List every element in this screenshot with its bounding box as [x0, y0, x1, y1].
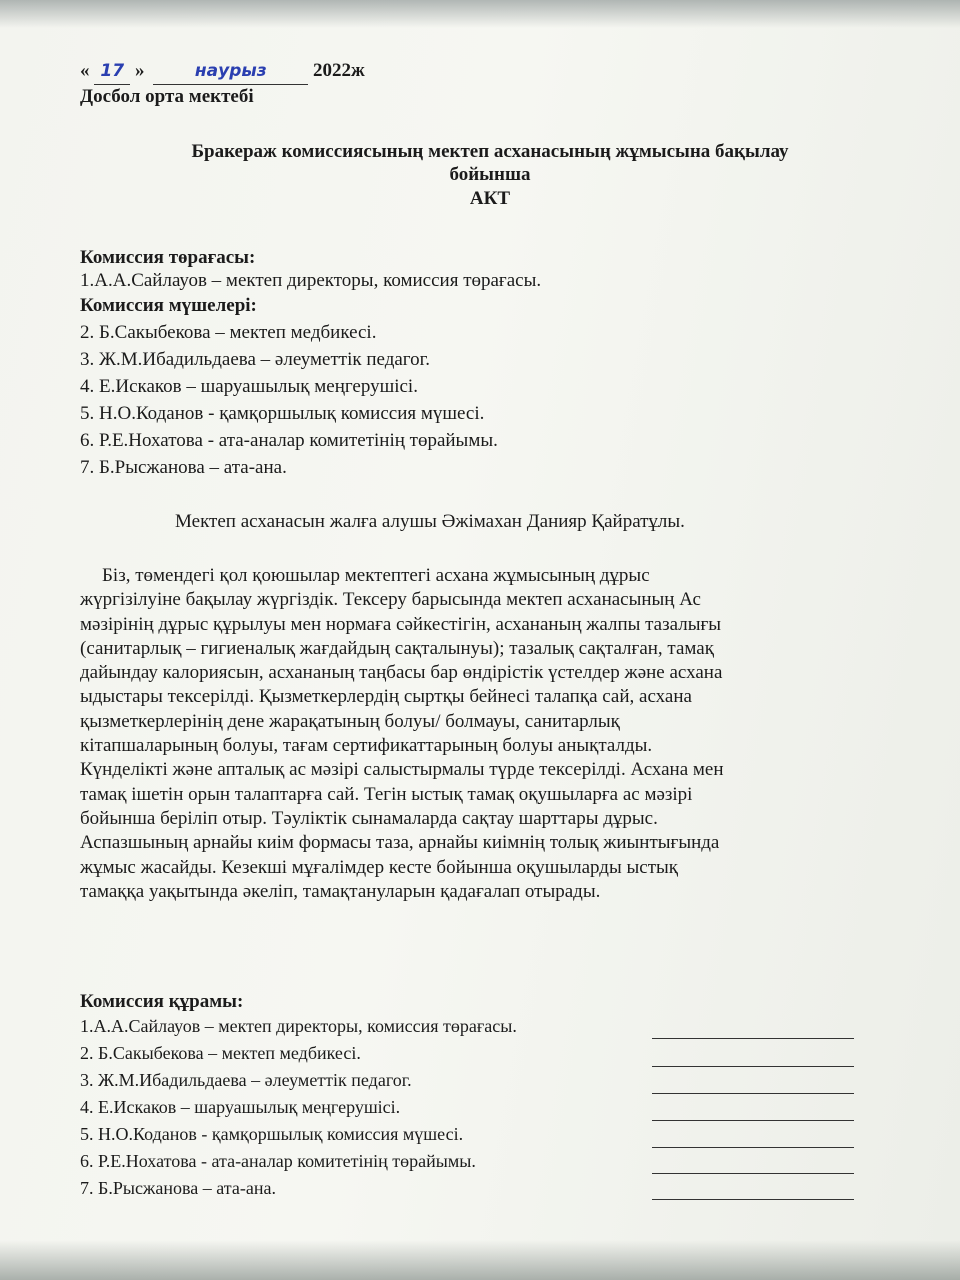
body-line: Күнделікті және апталық ас мәзірі салыстырмалы түрде тексерілді. Асхана мен — [80, 759, 724, 781]
composition-line: 7. Б.Рысжанова – ата-ана. — [80, 1178, 276, 1198]
close-quote: » — [135, 60, 145, 81]
composition-line: 4. Е.Искаков – шаруашылық меңгерушісі. — [80, 1097, 401, 1117]
body-line: Біз, төмендегі қол қоюшылар мектептегі асхана жұмысының дұрыс — [102, 565, 650, 586]
open-quote: « — [80, 60, 90, 81]
school-name: Досбол орта мектебі — [80, 86, 254, 107]
body-line: ыдыстары тексерілді. Қызметкерлердің сыртқы бейнесі талапқа сай, асхана — [80, 686, 692, 708]
body-line: Аспазшының арнайы киім формасы таза, арнайы киімнің толық жиынтығында — [80, 832, 720, 854]
title-line-1: Бракераж комиссиясының мектеп асханасының жұмысына бақылау — [191, 141, 789, 162]
member-line: 2. Б.Сакыбекова – мектеп медбикесі. — [80, 322, 377, 343]
member-line: 5. Н.О.Коданов - қамқоршылық комиссия мүшесі. — [80, 403, 485, 424]
composition-line: 3. Ж.М.Ибадильдаева – әлеуметтік педагог. — [80, 1070, 412, 1090]
signature-1 — [681, 960, 826, 1040]
signature-2 — [700, 1050, 717, 1064]
title-line-3: АКТ — [469, 188, 511, 209]
bottom-shadow — [0, 1240, 960, 1280]
body-line: кітапшаларының болуы, тағам сертификаттарының болуы анықталды. — [80, 735, 653, 757]
chair-line: 1.А.А.Сайлауов – мектеп директоры, комиссия төрағасы. — [80, 270, 542, 291]
body-paragraph — [80, 564, 900, 904]
chair-heading: Комиссия төрағасы: — [80, 247, 256, 268]
composition-line: 5. Н.О.Коданов - қамқоршылық комиссия мүшесі. — [80, 1124, 464, 1144]
member-line: 7. Б.Рысжанова – ата-ана. — [80, 457, 287, 478]
date-day: 17 — [94, 58, 130, 85]
body-line: дайындау калориясын, асхананың таңбасы бар өндірістік үстелдер және асхана — [80, 662, 723, 684]
body-line: бойынша беріліп отыр. Тәуліктік сынамаларда сақтау шарттары дұрыс. — [80, 807, 658, 829]
composition-line: 1.А.А.Сайлауов – мектеп директоры, комиссия төрағасы. — [80, 1016, 517, 1036]
signature-3 — [688, 1058, 792, 1090]
top-shadow — [0, 0, 960, 28]
body-line: (санитарлық – гигиеналық жағдайдың сақталынуы); тазалық сақталған, тамақ — [80, 637, 714, 659]
body-line: тамаққа уақытында әкеліп, тамақтануларын қадағалап отырады. — [80, 880, 601, 902]
composition-line: 2. Б.Сакыбекова – мектеп медбикесі. — [80, 1043, 361, 1063]
title-line-2: бойынша — [449, 164, 531, 185]
date-line — [80, 58, 365, 85]
members-heading: Комиссия мүшелері: — [80, 295, 257, 316]
body-line: жүргізілуіне бақылау жүргіздік. Тексеру барысында мектеп асханасының Ас — [80, 589, 701, 611]
signature-line — [652, 1120, 854, 1121]
body-line: мәзірінің дұрыс құрылуы мен нормаға сәйкестігін, асхананың жалпы тазалығы — [80, 613, 722, 635]
signature-6 — [700, 1157, 800, 1168]
signature-line — [652, 1038, 854, 1039]
signature-line — [652, 1066, 854, 1067]
composition-heading: Комиссия құрамы: — [80, 991, 244, 1012]
signature-line — [652, 1173, 854, 1174]
body-line: жұмыс жасайды. Кезекші мұғалімдер кесте бойынша оқушыларды ыстық — [80, 856, 678, 878]
signature-line — [652, 1147, 854, 1148]
body-line: тамақ ішетін орын талаптарға сай. Тегін ыстық тамақ оқушыларға ас мәзірі — [80, 783, 693, 805]
body-line: қызметкерлерінің дене жарақатының болуы/ болмауы, санитарлық — [80, 710, 620, 732]
composition-line: 6. Р.Е.Нохатова - ата-аналар комитетінің төрайымы. — [80, 1151, 476, 1171]
member-line: 3. Ж.М.Ибадильдаева – әлеуметтік педагог. — [80, 349, 431, 370]
member-line: 4. Е.Искаков – шаруашылық меңгерушісі. — [80, 376, 418, 397]
member-line: 6. Р.Е.Нохатова - ата-аналар комитетінің төрайымы. — [80, 430, 498, 451]
tenant-line: Мектеп асханасын жалға алушы Әжімахан Данияр Қайратұлы. — [175, 511, 685, 532]
date-month: наурыз — [153, 58, 308, 85]
date-year: 2022ж — [313, 60, 365, 81]
signature-line — [652, 1093, 854, 1094]
